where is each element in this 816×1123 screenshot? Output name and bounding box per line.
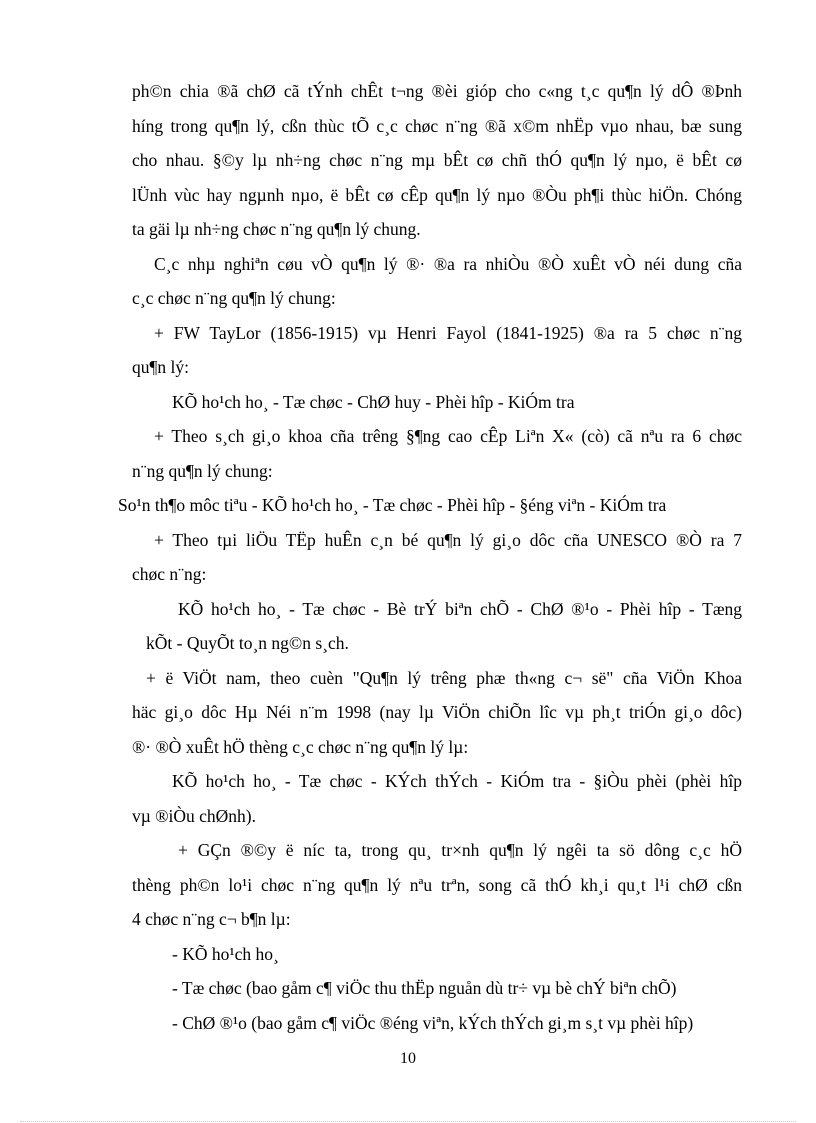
text-line: + ë ViÖt nam, theo cuèn "Qu¶n lý trêng phæ th«ng c¬ së" cña ViÖn Khoa [146, 667, 742, 688]
text-line: C¸c nhµ nghiªn cøu vÒ qu¶n lý ®· ®a ra nhiÒu ®Ò xuÊt vÒ néi dung cña [154, 253, 742, 274]
text-line: KÕ ho¹ch ho¸ - Tæ chøc - Bè trÝ biªn chÕ - ChØ ®¹o - Phèi hîp - Tæng [178, 598, 742, 619]
text-line: n¨ng qu¶n lý chung: [132, 460, 273, 481]
list-item: - Tæ chøc (bao gåm c¶ viÖc thu thËp nguån dù tr÷ vµ bè chÝ biªn chÕ) [172, 978, 677, 998]
text-line: 4 chøc n¨ng c¬ b¶n lµ: [132, 909, 291, 929]
text-line: KÕ ho¹ch ho¸ - Tæ chøc - ChØ huy - Phèi hîp - KiÓm tra [172, 391, 575, 412]
text-line: häc gi¸o dôc Hµ Néi n¨m 1998 (nay lµ ViÖn chiÕn lîc vµ ph¸t triÓn gi¸o dôc) [132, 702, 742, 722]
text-line: thèng ph©n lo¹i chøc n¨ng qu¶n lý nªu trªn, song cã thÓ kh¸i qu¸t l¹i chØ cßn [132, 874, 742, 895]
page-number: 10 [400, 1050, 416, 1067]
text-line: KÕ ho¹ch ho¸ - Tæ chøc - KÝch thÝch - KiÓm tra - §iÒu phèi (phèi hîp [172, 771, 742, 791]
text-line: híng trong qu¶n lý, cßn thùc tÕ c¸c chøc n¨ng ®ã x©m nhËp vµo nhau, bæ sung [132, 115, 742, 136]
text-line: + Theo tµi liÖu TËp huÊn c¸n bé qu¶n lý gi¸o dôc cña UNESCO ®Ò ra 7 [154, 529, 742, 550]
text-line: So¹n th¶o môc tiªu - KÕ ho¹ch ho¸ - Tæ chøc - Phèi hîp - §éng viªn - KiÓm tra [118, 495, 667, 515]
text-line: + GÇn ®©y ë níc ta, trong qu¸ tr×nh qu¶n lý ngêi ta sö dông c¸c hÖ [178, 840, 742, 860]
footer-divider [20, 1121, 796, 1122]
body-text [118, 74, 742, 1040]
text-line: c¸c chøc n¨ng qu¶n lý chung: [132, 288, 336, 308]
text-line: + FW TayLor (1856-1915) vµ Henri Fayol (1841-1925) ®a ra 5 chøc n¨ng [154, 322, 742, 343]
list-item: - ChØ ®¹o (bao gåm c¶ viÖc ®éng viªn, kÝch thÝch gi¸m s¸t vµ phèi hîp) [172, 1012, 694, 1033]
list-item: - KÕ ho¹ch ho¸ [172, 943, 279, 964]
text-line: lÜnh vùc hay ngµnh nµo, ë bÊt cø cÊp qu¶n lý nµo ®Òu ph¶i thùc hiÖn. Chóng [132, 184, 742, 205]
text-line: vµ ®iÒu chØnh). [132, 805, 256, 826]
text-line: cho nhau. §©y lµ nh÷ng chøc n¨ng mµ bÊt cø chñ thÓ qu¶n lý nµo, ë bÊt cø [132, 150, 742, 170]
text-line: ta gäi lµ nh÷ng chøc n¨ng qu¶n lý chung. [132, 219, 421, 239]
text-line: ®· ®Ò xuÊt hÖ thèng c¸c chøc n¨ng qu¶n lý lµ: [132, 736, 469, 757]
text-line: + Theo s¸ch gi¸o khoa cña trêng §¶ng cao cÊp Liªn X« (cò) cã nªu ra 6 chøc [154, 426, 742, 446]
text-line: qu¶n lý: [132, 357, 190, 377]
text-line: kÕt - QuyÕt to¸n ng©n s¸ch. [146, 633, 349, 653]
text-line: ph©n chia ®ã chØ cã tÝnh chÊt t¬ng ®èi gióp cho c«ng t¸c qu¶n lý dÔ ®Þnh [132, 81, 742, 101]
text-line: chøc n¨ng: [132, 564, 207, 584]
